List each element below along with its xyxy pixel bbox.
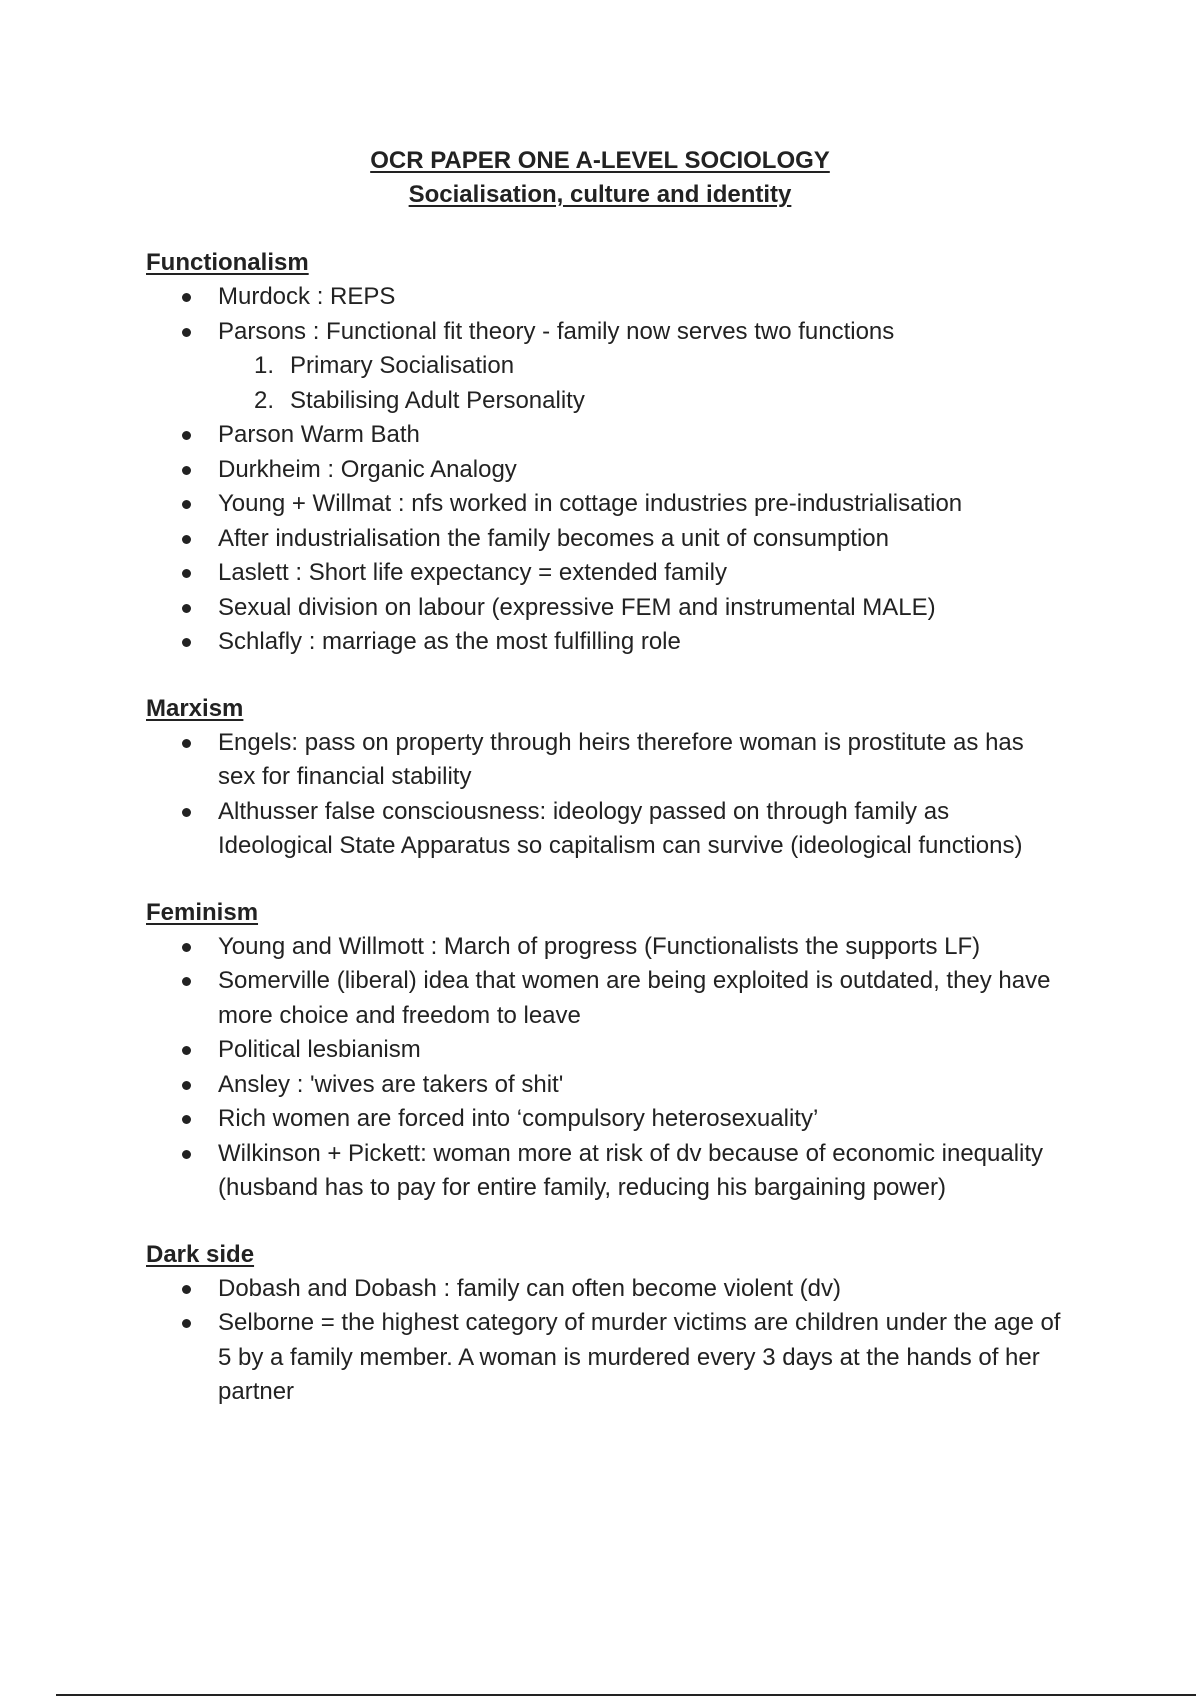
list-item-text: Sexual division on labour (expressive FEM and instrumental MALE) [218, 593, 936, 621]
list-item-text: Young + Willmat : nfs worked in cottage industries pre-industrialisation [218, 490, 963, 517]
bullet-icon [182, 943, 191, 952]
list-item [218, 591, 1066, 626]
bullet-icon [182, 466, 191, 475]
section-dark-side [146, 1238, 1066, 1410]
bullet-icon [182, 1081, 191, 1090]
section-feminism [146, 896, 1066, 1206]
list-item-text: Selborne = the highest category of murder victims are children under the age of 5 by a family member. A woman is murdered every 3 days at the hands of her partner [218, 1309, 1061, 1405]
numbered-item-text: Stabilising Adult Personality [290, 386, 585, 414]
list-item [218, 1137, 1066, 1206]
bullet-icon [182, 1319, 191, 1328]
bullet-icon [182, 500, 191, 509]
document-body [146, 246, 1066, 1442]
list-item [218, 930, 1066, 965]
section-heading: Feminism [146, 898, 259, 926]
numbered-item [254, 384, 1066, 419]
section-heading: Marxism [146, 694, 244, 722]
list-item [218, 315, 1066, 419]
list-item-text: Wilkinson + Pickett: woman more at risk of dv because of economic inequality (husband has to pay for entire family, reducing his bargaining power) [218, 1139, 1044, 1201]
bullet-icon [182, 535, 191, 544]
section-heading: Functionalism [146, 249, 309, 276]
list-item [218, 625, 1066, 660]
section-functionalism [146, 246, 1066, 660]
list-item-text: Engels: pass on property through heirs therefore woman is prostitute as has sex for financial stability [218, 728, 1024, 790]
bullet-icon [182, 569, 191, 578]
numbered-list [218, 349, 1066, 418]
item-number: 2. [254, 386, 275, 414]
list-item [218, 1272, 1066, 1307]
bullet-icon [182, 604, 191, 613]
list-item [218, 1033, 1066, 1068]
bullet-icon [182, 977, 191, 986]
section-heading: Dark side [146, 1240, 255, 1268]
list-item-text: Ansley : 'wives are takers of shit' [218, 1070, 564, 1098]
bullet-list [146, 930, 1066, 1206]
bullet-icon [182, 1150, 191, 1159]
list-item-text: Murdock : REPS [218, 283, 396, 310]
list-item-text: Young and Willmott : March of progress (Functionalists the supports LF) [218, 932, 981, 960]
list-item-text: Althusser false consciousness: ideology passed on through family as Ideological State Apparatus so capitalism can survive (ideological functions) [218, 797, 1023, 859]
list-item [218, 280, 1066, 315]
bullet-icon [182, 1285, 191, 1294]
bullet-icon [182, 739, 191, 748]
numbered-item-text: Primary Socialisation [290, 352, 515, 379]
list-item [218, 453, 1066, 488]
list-item-text: After industrialisation the family becomes a unit of consumption [218, 524, 890, 552]
bullet-icon [182, 431, 191, 440]
bullet-icon [182, 638, 191, 647]
list-item-text: Durkheim : Organic Analogy [218, 455, 517, 483]
section-marxism [146, 692, 1066, 864]
list-item [218, 556, 1066, 591]
item-number: 1. [254, 352, 275, 379]
list-item [218, 964, 1066, 1033]
list-item [218, 522, 1066, 557]
list-item [218, 418, 1066, 453]
document-header [0, 144, 1200, 212]
list-item [218, 795, 1066, 864]
list-item-text: Parsons : Functional fit theory - family now serves two functions [218, 317, 895, 345]
document-subtitle: Socialisation, culture and identity [408, 181, 792, 208]
list-item [218, 1068, 1066, 1103]
list-item-text: Schlafly : marriage as the most fulfilling role [218, 628, 681, 655]
numbered-item [254, 349, 1066, 384]
bullet-icon [182, 808, 191, 817]
bullet-list [146, 1272, 1066, 1410]
list-item [218, 1306, 1066, 1410]
bullet-icon [182, 293, 191, 302]
list-item-text: Rich women are forced into ‘compulsory heterosexuality’ [218, 1105, 819, 1132]
list-item-text: Laslett : Short life expectancy = extended family [218, 559, 727, 586]
list-item-text: Somerville (liberal) idea that women are being exploited is outdated, they have more choice and freedom to leave [218, 967, 1051, 1029]
bullet-icon [182, 1046, 191, 1055]
list-item-text: Parson Warm Bath [218, 421, 420, 448]
bullet-list [146, 280, 1066, 660]
list-item-text: Political lesbianism [218, 1036, 421, 1063]
list-item [218, 487, 1066, 522]
bullet-icon [182, 1115, 191, 1124]
list-item [218, 726, 1066, 795]
bullet-list [146, 726, 1066, 864]
bullet-icon [182, 328, 191, 337]
document-title: OCR PAPER ONE A-LEVEL SOCIOLOGY [370, 147, 830, 174]
list-item [218, 1102, 1066, 1137]
page-divider [56, 1694, 1196, 1696]
list-item-text: Dobash and Dobash : family can often become violent (dv) [218, 1274, 842, 1302]
